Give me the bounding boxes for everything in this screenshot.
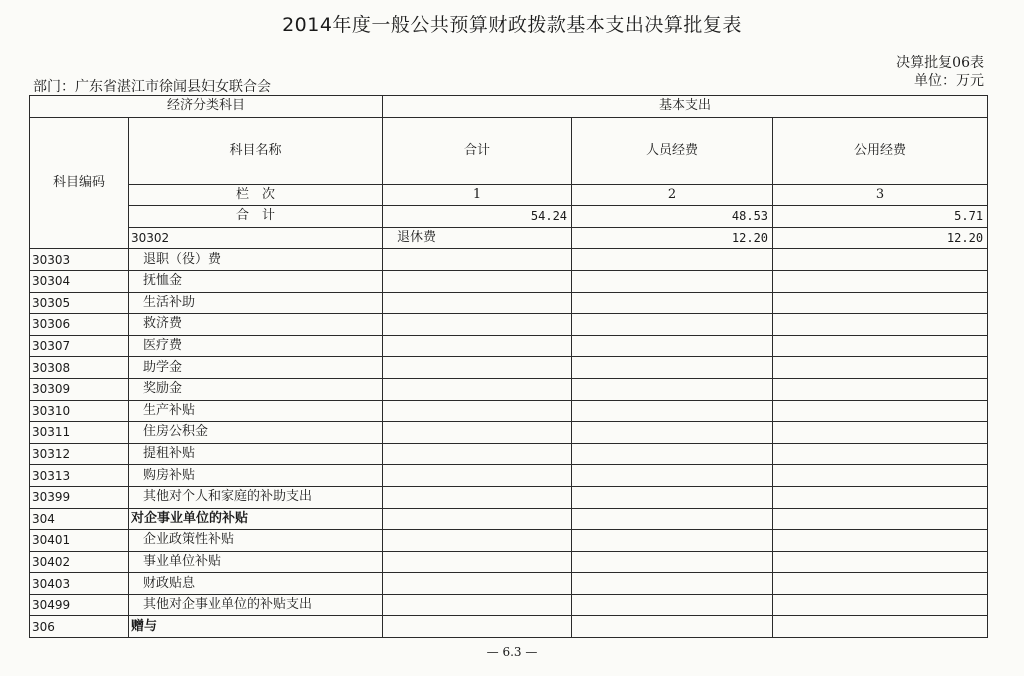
table-row — [30, 292, 988, 314]
row-personnel — [572, 551, 773, 573]
row-code: 30309 — [30, 378, 129, 400]
index-2: 2 — [572, 184, 773, 206]
row-personnel — [572, 530, 773, 552]
econ-class-header: 经济分类科目 — [30, 96, 383, 118]
row-name: 提租补贴 — [129, 443, 383, 465]
row-code: 304 — [30, 508, 129, 530]
row-code: 30302 — [129, 227, 383, 249]
row-code: 30402 — [30, 551, 129, 573]
row-code: 30306 — [30, 314, 129, 336]
row-total — [383, 292, 572, 314]
row-public — [773, 551, 988, 573]
row-name: 赠与 — [129, 616, 383, 638]
row-name: 企业政策性补贴 — [129, 530, 383, 552]
row-personnel — [572, 249, 773, 271]
row-code: 30313 — [30, 465, 129, 487]
code-header: 科目编码 — [30, 117, 129, 249]
row-personnel — [572, 594, 773, 616]
row-name: 退职（役）费 — [129, 249, 383, 271]
table-row — [30, 551, 988, 573]
row-public — [773, 378, 988, 400]
row-total — [383, 357, 572, 379]
row-code: 30304 — [30, 270, 129, 292]
table-row — [30, 573, 988, 595]
table-row — [30, 530, 988, 552]
row-code: 30303 — [30, 249, 129, 271]
row-name: 抚恤金 — [129, 270, 383, 292]
total-sum: 54.24 — [383, 206, 572, 228]
row-total — [383, 508, 572, 530]
table-row — [30, 486, 988, 508]
row-name: 生活补助 — [129, 292, 383, 314]
row-personnel — [572, 270, 773, 292]
row-total — [383, 594, 572, 616]
row-total — [383, 530, 572, 552]
row-code: 30305 — [30, 292, 129, 314]
expense-table — [29, 95, 988, 638]
row-code: 30499 — [30, 594, 129, 616]
row-public — [773, 270, 988, 292]
row-total — [383, 335, 572, 357]
row-personnel — [572, 314, 773, 336]
row-code: 30311 — [30, 422, 129, 444]
row-public — [773, 594, 988, 616]
table-row — [30, 335, 988, 357]
row-total — [383, 486, 572, 508]
row-name: 退休费 — [383, 227, 572, 249]
row-public — [773, 508, 988, 530]
index-3: 3 — [773, 184, 988, 206]
row-personnel — [572, 508, 773, 530]
table-row — [30, 249, 988, 271]
total-header: 合计 — [383, 117, 572, 184]
row-name: 财政贴息 — [129, 573, 383, 595]
row-personnel — [572, 378, 773, 400]
row-personnel — [572, 486, 773, 508]
form-number: 决算批复06表 — [896, 55, 984, 71]
table-row — [30, 616, 988, 638]
table-row — [30, 378, 988, 400]
row-name: 对企事业单位的补贴 — [129, 508, 383, 530]
row-code: 30401 — [30, 530, 129, 552]
row-name: 生产补贴 — [129, 400, 383, 422]
name-header: 科目名称 — [129, 117, 383, 184]
row-personnel — [572, 357, 773, 379]
row-public — [773, 530, 988, 552]
row-name: 奖励金 — [129, 378, 383, 400]
personnel-sum: 48.53 — [572, 206, 773, 228]
row-total — [383, 378, 572, 400]
index-1: 1 — [383, 184, 572, 206]
table-row — [30, 422, 988, 444]
header-row-1 — [30, 96, 988, 118]
row-name: 救济费 — [129, 314, 383, 336]
row-code: 30310 — [30, 400, 129, 422]
row-name: 医疗费 — [129, 335, 383, 357]
row-personnel — [572, 292, 773, 314]
row-public — [773, 314, 988, 336]
row-public — [773, 573, 988, 595]
department-label: 部门：广东省湛江市徐闻县妇女联合会 — [33, 79, 271, 95]
row-code: 30399 — [30, 486, 129, 508]
totals-row — [30, 206, 988, 228]
row-public — [773, 292, 988, 314]
personnel-header: 人员经费 — [572, 117, 773, 184]
header-row-2 — [30, 117, 988, 184]
basic-expense-header: 基本支出 — [383, 96, 988, 118]
row-public — [773, 357, 988, 379]
row-total — [383, 573, 572, 595]
public-sum: 5.71 — [773, 206, 988, 228]
table-row — [30, 465, 988, 487]
row-name: 其他对企事业单位的补贴支出 — [129, 594, 383, 616]
row-name: 其他对个人和家庭的补助支出 — [129, 486, 383, 508]
row-total — [383, 616, 572, 638]
row-name: 购房补贴 — [129, 465, 383, 487]
index-row — [30, 184, 988, 206]
row-personnel — [572, 400, 773, 422]
row-public — [773, 443, 988, 465]
table-row — [30, 443, 988, 465]
row-total — [383, 249, 572, 271]
row-personnel — [572, 335, 773, 357]
row-total — [383, 270, 572, 292]
row-personnel: 12.20 — [773, 227, 988, 249]
table-row — [30, 594, 988, 616]
row-public — [773, 249, 988, 271]
row-total — [383, 443, 572, 465]
public-header: 公用经费 — [773, 117, 988, 184]
page-title: 2014年度一般公共预算财政拨款基本支出决算批复表 — [282, 14, 742, 36]
row-total — [383, 465, 572, 487]
row-total — [383, 551, 572, 573]
row-personnel — [572, 573, 773, 595]
heji-label: 合 计 — [129, 206, 383, 228]
row-personnel — [572, 616, 773, 638]
row-public — [773, 465, 988, 487]
page-number: — 6.3 — — [486, 645, 538, 659]
row-code: 306 — [30, 616, 129, 638]
row-public — [773, 422, 988, 444]
row-name: 事业单位补贴 — [129, 551, 383, 573]
row-public — [773, 486, 988, 508]
table-row — [30, 357, 988, 379]
table-row — [30, 314, 988, 336]
row-total — [383, 422, 572, 444]
row-code: 30307 — [30, 335, 129, 357]
row-code: 30403 — [30, 573, 129, 595]
row-personnel — [572, 422, 773, 444]
row-total — [383, 314, 572, 336]
row-name: 助学金 — [129, 357, 383, 379]
row-public — [773, 335, 988, 357]
row-name: 住房公积金 — [129, 422, 383, 444]
lanci-label: 栏 次 — [129, 184, 383, 206]
row-code: 30312 — [30, 443, 129, 465]
row-personnel — [572, 465, 773, 487]
table-row — [30, 270, 988, 292]
table-row — [30, 508, 988, 530]
row-code: 30308 — [30, 357, 129, 379]
row-public — [773, 400, 988, 422]
table-row — [30, 227, 988, 249]
row-total: 12.20 — [572, 227, 773, 249]
table-row — [30, 400, 988, 422]
row-total — [383, 400, 572, 422]
row-public — [773, 616, 988, 638]
unit-label: 单位：万元 — [914, 73, 984, 89]
row-personnel — [572, 443, 773, 465]
